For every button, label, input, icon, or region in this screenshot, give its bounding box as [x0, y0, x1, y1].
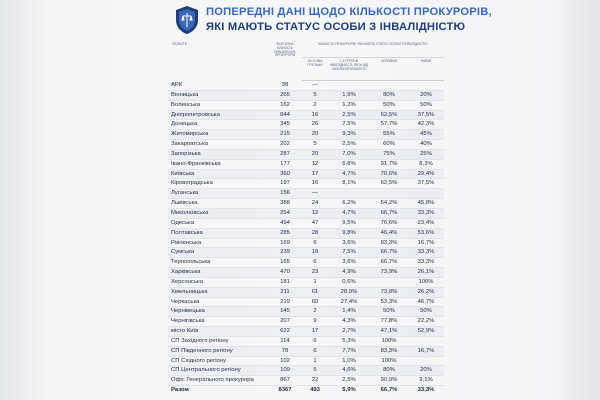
cell-men: 90,9% — [370, 376, 408, 386]
cell-actual: 644 — [268, 110, 302, 120]
cell-men: 62,5% — [370, 179, 408, 189]
cell-share: 4,7% — [328, 169, 370, 179]
cell-disabled-count: — — [302, 81, 328, 91]
cell-women — [408, 336, 444, 346]
cell-disabled-count: 60 — [302, 297, 328, 307]
cell-women: 52,9% — [408, 327, 444, 337]
cell-men: 60% — [370, 140, 408, 150]
cell-region: Полтавська — [168, 228, 268, 238]
table-row — [168, 366, 444, 376]
table-row — [168, 307, 444, 317]
cell-region: СП Східного регіону — [168, 356, 268, 366]
cell-disabled-count: 9 — [302, 317, 328, 327]
cell-actual: 197 — [268, 179, 302, 189]
cell-share: 7,0% — [328, 149, 370, 159]
cell-women: 8,3% — [408, 159, 444, 169]
cell-women: 50% — [408, 307, 444, 317]
table-row — [168, 90, 444, 100]
cell-share: 4,6% — [328, 366, 370, 376]
table-row — [168, 258, 444, 268]
cell-men: 76,6% — [370, 218, 408, 228]
cell-region: Офіс Генерального прокурора — [168, 376, 268, 386]
cell-share: 9,8% — [328, 228, 370, 238]
cell-region: Волинська — [168, 100, 268, 110]
cell-region: Луганська — [168, 189, 268, 199]
cell-men: 53,3% — [370, 297, 408, 307]
cell-region: Сумська — [168, 248, 268, 258]
cell-disabled-count: 17 — [302, 169, 328, 179]
cell-men: 46,4% — [370, 228, 408, 238]
cell-region: місто Київ — [168, 327, 268, 337]
table-total-row — [168, 386, 444, 395]
table-row — [168, 140, 444, 150]
cell-share — [328, 189, 370, 199]
table-row — [168, 179, 444, 189]
cell-men: 83,3% — [370, 346, 408, 356]
cell-region: АРК — [168, 81, 268, 91]
cell-share: 4,7% — [328, 208, 370, 218]
cell-disabled-count: 47 — [302, 218, 328, 228]
cell-actual: 202 — [268, 140, 302, 150]
table-row — [168, 130, 444, 140]
cell-disabled-count: 2 — [302, 100, 328, 110]
cell-men: 54,2% — [370, 199, 408, 209]
cell-actual: 215 — [268, 130, 302, 140]
cell-share: 4,3% — [328, 317, 370, 327]
cell-region: Харківська — [168, 268, 268, 278]
cell-actual: 470 — [268, 268, 302, 278]
cell-actual: 494 — [268, 218, 302, 228]
cell-share: 9,5% — [328, 218, 370, 228]
cell-women: 9,1% — [408, 376, 444, 386]
cell-women: 23,4% — [408, 218, 444, 228]
cell-region: СП Центрального регіону — [168, 366, 268, 376]
cell-men: 70,6% — [370, 169, 408, 179]
cell-disabled-count: 6 — [302, 258, 328, 268]
cell-share: 7,5% — [328, 120, 370, 130]
table-row — [168, 100, 444, 110]
table-row — [168, 248, 444, 258]
cell-women: 26,1% — [408, 268, 444, 278]
cell-men — [370, 81, 408, 91]
cell-disabled-count: 5 — [302, 366, 328, 376]
table-row — [168, 287, 444, 297]
cell-women: 29,4% — [408, 169, 444, 179]
table-row — [168, 238, 444, 248]
cell-region: СП Західного регіону — [168, 336, 268, 346]
cell-women: 33,3% — [408, 258, 444, 268]
cell-region: Кіровоградська — [168, 179, 268, 189]
cell-region: Донецька — [168, 120, 268, 130]
cell-region: Дніпропетровська — [168, 110, 268, 120]
header-women: ЖІНКИ — [408, 58, 444, 81]
cell-region: Закарпатська — [168, 140, 268, 150]
cell-share: 6,2% — [328, 199, 370, 209]
cell-disabled-count: 20 — [302, 130, 328, 140]
cell-men — [370, 189, 408, 199]
cell-men: 100% — [370, 336, 408, 346]
table-row — [168, 277, 444, 287]
cell-disabled-count: 28 — [302, 228, 328, 238]
cell-actual: 207 — [268, 317, 302, 327]
cell-actual: 78 — [268, 346, 302, 356]
cell-actual: 181 — [268, 277, 302, 287]
cell-men: 50% — [370, 307, 408, 317]
cell-share: 7,5% — [328, 248, 370, 258]
cell-women: 45% — [408, 130, 444, 140]
header-share: І, ІІ ГРУППИ ІНВАЛІДНОСТІ, ЯК % ВІД ЗАГАЛЬНОЇ КІЛЬКОСТІ — [328, 58, 370, 81]
cell-share: 7,7% — [328, 346, 370, 356]
cell-region: Івано-Франківська — [168, 159, 268, 169]
table-row — [168, 169, 444, 179]
cell-actual: 165 — [268, 258, 302, 268]
cell-actual: 239 — [268, 248, 302, 258]
cell-women — [408, 81, 444, 91]
cell-actual: 360 — [268, 169, 302, 179]
cell-disabled-count: 1 — [302, 277, 328, 287]
cell-share: 0,6% — [328, 277, 370, 287]
cell-region: Львівська — [168, 199, 268, 209]
table-row — [168, 356, 444, 366]
cell-actual: 254 — [268, 208, 302, 218]
cell-region: Миколаївська — [168, 208, 268, 218]
cell-disabled-count: 16 — [302, 179, 328, 189]
cell-share: 2,5% — [328, 140, 370, 150]
table-row — [168, 81, 444, 91]
total-cell-actual: 8367 — [268, 386, 302, 395]
table-row — [168, 199, 444, 209]
page-title — [206, 5, 506, 35]
cell-men: 62,5% — [370, 110, 408, 120]
cell-actual: 102 — [268, 356, 302, 366]
cell-share: 1,2% — [328, 100, 370, 110]
table-row — [168, 208, 444, 218]
cell-actual: 145 — [268, 307, 302, 317]
cell-men: 73,9% — [370, 268, 408, 278]
cell-men: 66,7% — [370, 248, 408, 258]
cell-region: Вінницька — [168, 90, 268, 100]
cell-disabled-count: 1 — [302, 356, 328, 366]
cell-women: 20% — [408, 90, 444, 100]
table-row — [168, 189, 444, 199]
cell-disabled-count: 12 — [302, 159, 328, 169]
cell-disabled-count: 17 — [302, 327, 328, 337]
cell-region: Житомирська — [168, 130, 268, 140]
table-row — [168, 317, 444, 327]
cell-disabled-count: 61 — [302, 287, 328, 297]
header-disability-group: КІЛЬКІСТЬ ПРОКУРОРІВ, ЯКІ МАЮТЬ СТАТУС ОСОБИ З ІНВАЛІДНІСТЮ — [302, 41, 444, 58]
table-row — [168, 376, 444, 386]
table-row — [168, 149, 444, 159]
cell-share — [328, 81, 370, 91]
cell-disabled-count: 6 — [302, 238, 328, 248]
cell-share: 1,9% — [328, 90, 370, 100]
cell-actual: 38 — [268, 81, 302, 91]
cell-women: 20% — [408, 366, 444, 376]
cell-share: 1,4% — [328, 307, 370, 317]
cell-women: 37,5% — [408, 110, 444, 120]
cell-men: 77,8% — [370, 317, 408, 327]
cell-women: 16,7% — [408, 238, 444, 248]
cell-share: 4,9% — [328, 268, 370, 278]
cell-actual: 388 — [268, 199, 302, 209]
cell-women — [408, 189, 444, 199]
total-cell-region: Разом — [168, 386, 268, 395]
cell-share: 9,3% — [328, 130, 370, 140]
table-row — [168, 268, 444, 278]
cell-men: 73,8% — [370, 287, 408, 297]
cell-men: 83,3% — [370, 238, 408, 248]
cell-actual: 285 — [268, 228, 302, 238]
cell-actual: 219 — [268, 297, 302, 307]
header-all-groups: ЗА УСІМА ГРУПАМИ — [302, 58, 328, 81]
cell-disabled-count: — — [302, 189, 328, 199]
cell-disabled-count: 18 — [302, 248, 328, 258]
table-row — [168, 336, 444, 346]
cell-women: 25% — [408, 149, 444, 159]
cell-women: 50% — [408, 100, 444, 110]
cell-region: Черкаська — [168, 297, 268, 307]
cell-men — [370, 277, 408, 287]
table-row — [168, 159, 444, 169]
cell-women — [408, 356, 444, 366]
table-row — [168, 297, 444, 307]
cell-region: Чернівецька — [168, 307, 268, 317]
cell-actual: 162 — [268, 100, 302, 110]
total-cell-share: 5,9% — [328, 386, 370, 395]
table-row — [168, 110, 444, 120]
cell-region: Херсонська — [168, 277, 268, 287]
prosecutor-emblem-icon — [174, 5, 200, 35]
cell-disabled-count: 23 — [302, 268, 328, 278]
cell-region: Тернопільська — [168, 258, 268, 268]
cell-women: 100% — [408, 277, 444, 287]
cell-share: 28,9% — [328, 287, 370, 297]
cell-women: 33,3% — [408, 248, 444, 258]
cell-actual: 211 — [268, 287, 302, 297]
cell-actual: 169 — [268, 238, 302, 248]
cell-actual: 867 — [268, 376, 302, 386]
cell-share: 2,5% — [328, 376, 370, 386]
cell-disabled-count: 26 — [302, 120, 328, 130]
cell-women: 45,8% — [408, 199, 444, 209]
cell-women: 16,7% — [408, 346, 444, 356]
table-body — [168, 81, 444, 396]
cell-disabled-count: 20 — [302, 149, 328, 159]
header-actual-count: ФАКТИЧНА КІЛЬКІСТЬ ПРАЦЮЮЧИХ ПРОКУРОРІВ — [274, 42, 296, 58]
cell-share: 27,4% — [328, 297, 370, 307]
cell-men: 47,1% — [370, 327, 408, 337]
cell-actual: 177 — [268, 159, 302, 169]
cell-men: 80% — [370, 90, 408, 100]
cell-men: 75% — [370, 149, 408, 159]
cell-share: 8,1% — [328, 179, 370, 189]
cell-region: Одеська — [168, 218, 268, 228]
cell-share: 1,0% — [328, 356, 370, 366]
cell-actual: 114 — [268, 336, 302, 346]
cell-men: 66,7% — [370, 258, 408, 268]
cell-men: 91,7% — [370, 159, 408, 169]
cell-men: 57,7% — [370, 120, 408, 130]
cell-women: 53,6% — [408, 228, 444, 238]
cell-region: Запорізька — [168, 149, 268, 159]
cell-women: 46,7% — [408, 297, 444, 307]
cell-actual: 109 — [268, 366, 302, 376]
cell-share: 2,7% — [328, 327, 370, 337]
cell-disabled-count: 5 — [302, 90, 328, 100]
prosecutors-table — [168, 41, 444, 395]
title-line-2: ЯКІ МАЮТЬ СТАТУС ОСОБИ З ІНВАЛІДНІСТЮ — [206, 21, 466, 33]
cell-share: 3,6% — [328, 258, 370, 268]
cell-women: 22,2% — [408, 317, 444, 327]
cell-disabled-count: 12 — [302, 208, 328, 218]
cell-disabled-count: 6 — [302, 346, 328, 356]
cell-men: 100% — [370, 356, 408, 366]
cell-disabled-count: 2 — [302, 307, 328, 317]
title-line-1: ПОПЕРЕДНІ ДАНІ ЩОДО КІЛЬКОСТІ ПРОКУРОРІВ, — [206, 6, 492, 18]
cell-share: 3,6% — [328, 238, 370, 248]
cell-women: 42,3% — [408, 120, 444, 130]
cell-women: 40% — [408, 140, 444, 150]
cell-women: 26,2% — [408, 287, 444, 297]
total-cell-disabled-count: 493 — [302, 386, 328, 395]
cell-men: 80% — [370, 366, 408, 376]
cell-actual: 265 — [268, 90, 302, 100]
table-row — [168, 120, 444, 130]
cell-region: СП Південного регіону — [168, 346, 268, 356]
cell-women: 37,5% — [408, 179, 444, 189]
cell-region: Рівненська — [168, 238, 268, 248]
cell-disabled-count: 6 — [302, 336, 328, 346]
total-cell-women: 33,3% — [408, 386, 444, 395]
table-row — [168, 327, 444, 337]
cell-disabled-count: 16 — [302, 110, 328, 120]
table-row — [168, 346, 444, 356]
cell-region: Чернігівська — [168, 317, 268, 327]
cell-disabled-count: 24 — [302, 199, 328, 209]
cell-share: 5,3% — [328, 336, 370, 346]
cell-share: 2,5% — [328, 110, 370, 120]
cell-actual: 622 — [268, 327, 302, 337]
cell-actual: 156 — [268, 189, 302, 199]
header-men: ЧОЛОВІКИ — [370, 58, 408, 81]
cell-men: 50% — [370, 100, 408, 110]
cell-disabled-count: 5 — [302, 140, 328, 150]
total-cell-men: 66,7% — [370, 386, 408, 395]
cell-actual: 345 — [268, 120, 302, 130]
cell-disabled-count: 22 — [302, 376, 328, 386]
cell-men: 55% — [370, 130, 408, 140]
cell-share: 6,8% — [328, 159, 370, 169]
cell-women: 33,3% — [408, 208, 444, 218]
cell-region: Хмельницька — [168, 287, 268, 297]
header-region: ОБЛАСТЬ — [172, 42, 187, 46]
table-row — [168, 228, 444, 238]
cell-actual: 287 — [268, 149, 302, 159]
table-row — [168, 218, 444, 228]
cell-region: Київська — [168, 169, 268, 179]
cell-men: 66,7% — [370, 208, 408, 218]
